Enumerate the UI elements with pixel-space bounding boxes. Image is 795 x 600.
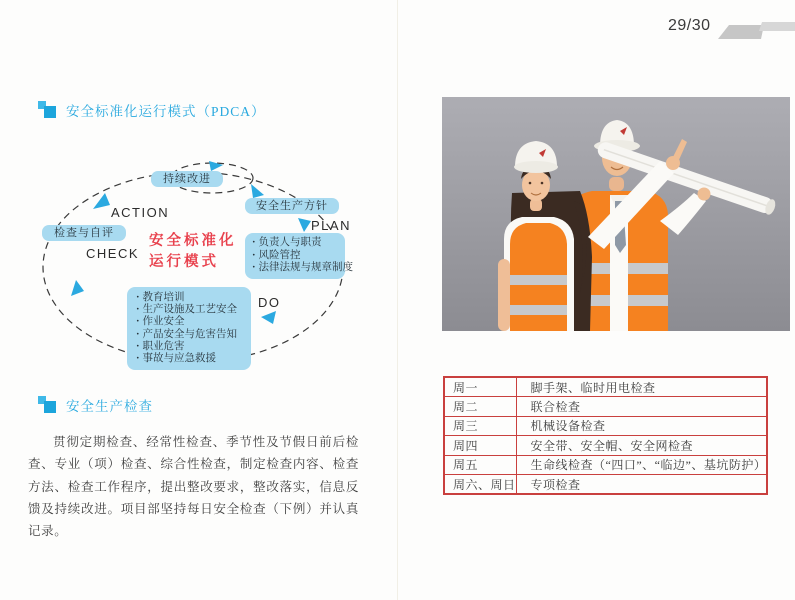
diagram-center-title-line2: 运行模式 bbox=[149, 254, 219, 270]
section-header-pdca bbox=[38, 100, 266, 120]
diagram-center-title bbox=[149, 231, 237, 273]
list-item: · 生产设施及工艺安全 bbox=[136, 304, 247, 316]
list-item: · 事故与应急救援 bbox=[136, 353, 247, 365]
task-cell: 脚手架、临时用电检查 bbox=[516, 377, 767, 397]
diagram-node-check-self-evaluation: 检查与自评 bbox=[42, 225, 126, 241]
list-item: · 负责人与职责 bbox=[252, 237, 341, 250]
weekday-cell: 周三 bbox=[444, 416, 516, 436]
task-cell: 安全带、安全帽、安全网检查 bbox=[516, 436, 767, 456]
section-title-inspection: 安全生产检查 bbox=[66, 399, 153, 414]
table-row bbox=[444, 436, 767, 456]
section-header-inspection bbox=[38, 395, 153, 415]
diagram-label-action: ACTION bbox=[111, 205, 170, 220]
diagram-label-check: CHECK bbox=[86, 246, 140, 261]
diagram-label-do: DO bbox=[258, 295, 281, 310]
page-number: 29/30 bbox=[668, 17, 711, 34]
workers-photo bbox=[442, 97, 790, 331]
section-bullet-icon bbox=[38, 101, 56, 119]
do-items-box bbox=[127, 287, 251, 370]
inspection-paragraph: 贯彻定期检查、经常性检查、季节性及节假日前后检查、专业（项）检查、综合性检查，制定检查内容、检查方法、检查工作程序，提出整改要求，整改落实，信息反馈及持续改进。项目部坚持每日安全检查（下例）并认真记录。 bbox=[28, 435, 359, 539]
page-spine-divider bbox=[397, 0, 398, 600]
table-row bbox=[444, 455, 767, 475]
diagram-center-title-line1: 安全标准化 bbox=[149, 233, 237, 249]
weekday-cell: 周四 bbox=[444, 436, 516, 456]
diagram-node-continuous-improvement: 持续改进 bbox=[151, 171, 223, 187]
task-cell: 专项检查 bbox=[516, 475, 767, 495]
diagram-node-safety-policy: 安全生产方针 bbox=[245, 198, 339, 214]
list-item: · 法律法规与规章制度 bbox=[252, 262, 341, 275]
diagram-label-plan: PLAN bbox=[311, 218, 351, 233]
table-row bbox=[444, 377, 767, 397]
table-row bbox=[444, 416, 767, 436]
table-row bbox=[444, 475, 767, 495]
task-cell: 生命线检查（“四口”、“临边”、基坑防护） bbox=[516, 455, 767, 475]
header-ribbon-decoration bbox=[715, 20, 795, 44]
task-cell: 联合检查 bbox=[516, 397, 767, 417]
list-item: · 职业危害 bbox=[136, 341, 247, 353]
inspection-schedule-table bbox=[443, 376, 768, 495]
man-left-hand bbox=[698, 188, 711, 201]
weekday-cell: 周二 bbox=[444, 397, 516, 417]
section-title-pdca: 安全标准化运行模式（PDCA） bbox=[66, 104, 266, 119]
list-item: · 风险管控 bbox=[252, 250, 341, 263]
plan-items-box bbox=[245, 233, 354, 279]
list-item: · 产品安全与危害告知 bbox=[136, 329, 247, 341]
section-bullet-icon bbox=[38, 396, 56, 414]
weekday-cell: 周一 bbox=[444, 377, 516, 397]
pdca-cycle-diagram bbox=[25, 160, 370, 372]
table-row bbox=[444, 397, 767, 417]
task-cell: 机械设备检查 bbox=[516, 416, 767, 436]
weekday-cell: 周五 bbox=[444, 455, 516, 475]
list-item: · 作业安全 bbox=[136, 316, 247, 328]
list-item: · 教育培训 bbox=[136, 292, 247, 304]
weekday-cell: 周六、周日 bbox=[444, 475, 516, 495]
